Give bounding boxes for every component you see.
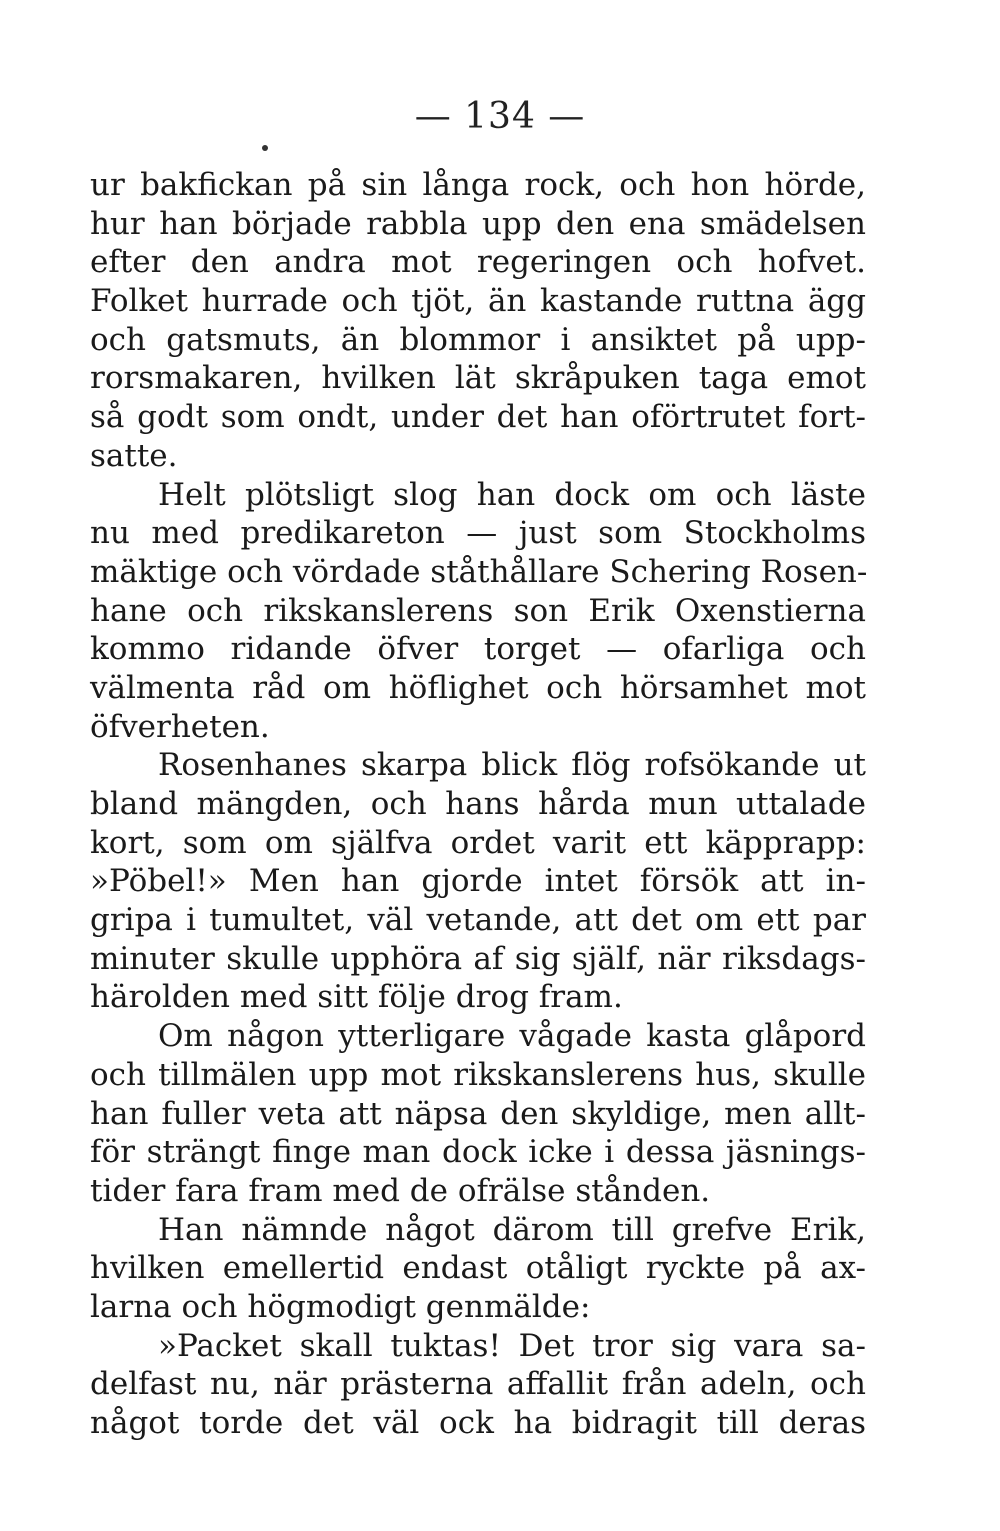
text-line: satte. bbox=[90, 437, 178, 474]
text-line: öfverheten. bbox=[90, 708, 270, 745]
text-line: nu med predikareton — just som Stockholms bbox=[90, 515, 866, 552]
text-line: härolden med sitt följe drog fram. bbox=[90, 979, 623, 1016]
text-line: hane och rikskanslerens son Erik Oxenstierna bbox=[90, 592, 866, 629]
page-number: — 134 — bbox=[414, 96, 586, 137]
text-line: larna och högmodigt genmälde: bbox=[90, 1288, 591, 1325]
body-text bbox=[90, 166, 866, 1443]
text-line: delfast nu, när prästerna affallit från adeln, och bbox=[90, 1366, 866, 1403]
text-line: »Packet skall tuktas! Det tror sig vara sa- bbox=[158, 1327, 866, 1364]
text-line: gripa i tumultet, väl vetande, att det om ett par bbox=[90, 902, 866, 939]
text-line: Folket hurrade och tjöt, än kastande ruttna ägg bbox=[90, 283, 866, 320]
text-line: Rosenhanes skarpa blick flög rofsökande ut bbox=[158, 747, 866, 784]
text-line: något torde det väl ock ha bidragit till deras bbox=[90, 1405, 866, 1441]
text-line: mäktige och vördade ståthållare Schering Rosen- bbox=[90, 553, 868, 590]
text-line: efter den andra mot regeringen och hofvet. bbox=[90, 244, 866, 281]
text-line: och gatsmuts, än blommor i ansiktet på upp- bbox=[90, 321, 866, 358]
text-line: och tillmälen upp mot rikskanslerens hus, skulle bbox=[90, 1056, 866, 1093]
text-line: för strängt finge man dock icke i dessa jäsnings- bbox=[90, 1134, 866, 1171]
text-line: han fuller veta att näpsa den skyldige, men allt- bbox=[90, 1095, 866, 1132]
text-line: »Pöbel!» Men han gjorde intet försök att in- bbox=[90, 863, 866, 900]
text-line: bland mängden, och hans hårda mun uttalade bbox=[90, 786, 866, 822]
text-line: Helt plötsligt slog han dock om och läste bbox=[158, 476, 866, 513]
text-line: kommo ridande öfver torget — ofarliga och bbox=[90, 631, 866, 668]
text-line: rorsmakaren, hvilken lät skråpuken taga emot bbox=[90, 360, 866, 397]
text-line: minuter skulle upphöra af sig själf, när riksdags- bbox=[90, 940, 866, 977]
text-line: ur bakfickan på sin långa rock, och hon hörde, bbox=[90, 167, 866, 203]
text-line: kort, som om själfva ordet varit ett käpprapp: bbox=[90, 824, 866, 861]
text-line: välmenta råd om höflighet och hörsamhet mot bbox=[90, 669, 866, 706]
text-line: så godt som ondt, under det han oförtrutet fort- bbox=[90, 399, 866, 436]
text-line: hur han började rabbla upp den ena smädelsen bbox=[90, 205, 866, 242]
text-line: hvilken emellertid endast otåligt ryckte på ax- bbox=[90, 1250, 866, 1287]
text-line: Om någon ytterligare vågade kasta glåpord bbox=[158, 1018, 866, 1055]
text-line: Han nämnde något därom till grefve Erik, bbox=[158, 1211, 866, 1248]
text-line: tider fara fram med de ofrälse stånden. bbox=[90, 1172, 711, 1209]
ink-dot bbox=[262, 145, 268, 151]
